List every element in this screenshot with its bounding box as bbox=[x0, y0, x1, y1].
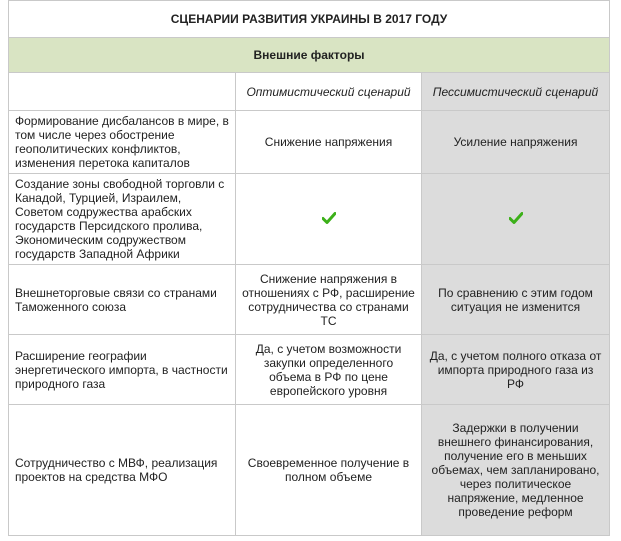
table-row bbox=[9, 174, 610, 265]
pessimistic-cell: По сравнению с этим годом ситуация не изменится bbox=[422, 265, 610, 335]
factor-cell: Формирование дисбалансов в мире, в том числе через обострение геополитических конфликтов, изменения перетока капиталов bbox=[9, 111, 236, 174]
pessimistic-cell: Да, с учетом полного отказа от импорта природного газа из РФ bbox=[422, 335, 610, 405]
check-icon bbox=[509, 212, 523, 227]
pessimistic-cell: Задержки в получении внешнего финансирования, получение его в меньших объемах, чем запланировано, через политическое напряжение, медленное проведение реформ bbox=[422, 405, 610, 536]
table-row bbox=[9, 335, 610, 405]
column-header-factor bbox=[9, 73, 236, 111]
optimistic-cell bbox=[236, 174, 422, 265]
section-header-external-factors: Внешние факторы bbox=[9, 38, 610, 73]
table-row bbox=[9, 265, 610, 335]
column-header-pessimistic: Пессимистический сценарий bbox=[422, 73, 610, 111]
pessimistic-cell bbox=[422, 174, 610, 265]
optimistic-cell: Своевременное получение в полном объеме bbox=[236, 405, 422, 536]
optimistic-cell: Снижение напряжения в отношениях с РФ, расширение сотрудничества со странами ТС bbox=[236, 265, 422, 335]
table-row bbox=[9, 111, 610, 174]
optimistic-cell: Да, с учетом возможности закупки определенного объема в РФ по цене европейского уровня bbox=[236, 335, 422, 405]
optimistic-cell: Снижение напряжения bbox=[236, 111, 422, 174]
factor-cell: Расширение географии энергетического импорта, в частности природного газа bbox=[9, 335, 236, 405]
table-row bbox=[9, 405, 610, 536]
column-header-optimistic: Оптимистический сценарий bbox=[236, 73, 422, 111]
check-icon bbox=[322, 212, 336, 227]
factor-cell: Создание зоны свободной торговли с Канадой, Турцией, Израилем, Советом содружества арабских государств Персидского пролива, Экономическим содружеством государств Западной Африки bbox=[9, 174, 236, 265]
pessimistic-cell: Усиление напряжения bbox=[422, 111, 610, 174]
scenarios-table bbox=[8, 0, 610, 536]
factor-cell: Сотрудничество с МВФ, реализация проектов на средства МФО bbox=[9, 405, 236, 536]
table-title: СЦЕНАРИИ РАЗВИТИЯ УКРАИНЫ В 2017 ГОДУ bbox=[9, 1, 610, 38]
factor-cell: Внешнеторговые связи со странами Таможенного союза bbox=[9, 265, 236, 335]
